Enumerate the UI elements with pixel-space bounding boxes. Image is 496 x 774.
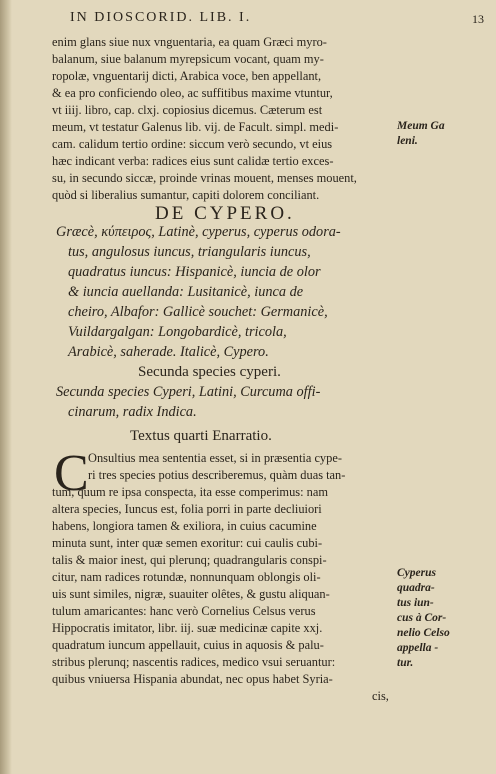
margin-note-line: appella - — [397, 642, 439, 654]
text-line: balanum, siue balanum myrepsicum vocant, quam my- — [52, 52, 324, 66]
text-line: Græcè, κύπειρος, Latinè, cyperus, cyperus odora- — [56, 224, 341, 240]
drop-cap: C — [54, 445, 89, 502]
subsection-title: Secunda species cyperi. — [138, 364, 281, 380]
margin-note-line: Meum Ga — [397, 120, 445, 132]
text-line: uis sunt similes, nigræ, suauiter olêtes, & gustu aliquan- — [52, 587, 330, 601]
page-spine-shadow — [0, 0, 12, 774]
margin-note-line: tur. — [397, 657, 414, 669]
text-line: & iuncia auellanda: Lusitanicè, iunca de — [68, 284, 304, 300]
running-head: IN DIOSCORID. LIB. I. — [70, 10, 252, 25]
margin-note-line: Cyperus — [397, 567, 436, 579]
text-line: & ea pro conficiendo oleo, ac suffitibus maxime vtuntur, — [52, 86, 333, 100]
text-line: quòd si liberalius sumantur, capiti dolorem conciliant. — [52, 188, 320, 202]
text-line: minuta sunt, inter quæ semen exoritur: cui caulis cubi- — [52, 536, 323, 550]
text-line: Secunda species Cyperi, Latini, Curcuma offi- — [56, 384, 321, 400]
text-line: quibus vniuersa Hispania abundat, nec opus habet Syria- — [52, 672, 333, 686]
section-title: DE CYPERO. — [155, 203, 295, 224]
text-line: su, in secundo siccæ, proinde vrinas mouent, menses mouent, — [52, 171, 357, 185]
margin-note-line: nelio Celso — [397, 627, 450, 639]
margin-note-line: leni. — [397, 135, 418, 147]
text-line: Vuildargalgan: Longobardicè, tricola, — [68, 324, 287, 340]
margin-note-line: quadra- — [397, 582, 435, 594]
text-line: quadratum iuncum appellauit, cuius in aquosis & palu- — [52, 638, 324, 652]
text-line: hæc indicant verba: radices eius sunt calidæ tertio exces- — [52, 154, 334, 168]
text-line: enim glans siue nux vnguentaria, ea quam Græci myro- — [52, 35, 327, 49]
margin-note-line: tus iun- — [397, 597, 434, 609]
text-line: vt iiij. libro, cap. clxj. copiosius dicemus. Cæterum est — [52, 103, 323, 117]
text-line: stribus plerunq; nascentis radices, medico vsui seruantur: — [52, 655, 336, 669]
text-line: cis, — [372, 689, 389, 703]
text-line: altera species, Iuncus est, folia porri in parte decliuiori — [52, 502, 322, 516]
text-line: tum, quum re ipsa conspecta, ita esse comperimus: nam — [52, 485, 328, 499]
text-line: cheiro, Albafor: Gallicè souchet: Germanicè, — [68, 304, 328, 320]
text-line: Onsultius mea sententia esset, si in præsentia cype- — [88, 451, 342, 465]
text-line: talis & maior inest, qui plerunq; quadrangularis conspi- — [52, 553, 327, 567]
text-line: ri tres species potius describeremus, quàm duas tan- — [88, 468, 346, 482]
text-line: tus, angulosus iuncus, triangularis iuncus, — [68, 244, 311, 260]
text-line: meum, vt testatur Galenus lib. vij. de Facult. simpl. medi- — [52, 120, 339, 134]
text-line: cinarum, radix Indica. — [68, 404, 197, 420]
text-line: habens, longiora tamen & exiliora, in cuius cacumine — [52, 519, 317, 533]
text-line: ropolæ, vnguentarij dicti, Arabica voce, ben appellant, — [52, 69, 322, 83]
text-line: Arabicè, saherade. Italicè, Cypero. — [68, 344, 269, 360]
text-line: tulum amaricantes: hanc verò Cornelius Celsus verus — [52, 604, 316, 618]
text-line: Hippocratis imitator, libr. iij. suæ medicinæ capite xxj. — [52, 621, 323, 635]
text-line: citur, nam radices rotundæ, nonnunquam oblongis oli- — [52, 570, 321, 584]
text-line: quadratus iuncus: Hispanicè, iuncia de olor — [68, 264, 321, 280]
text-line: cam. calidum tertio ordine: siccum verò secundo, vt eius — [52, 137, 333, 151]
margin-note-line: cus à Cor- — [397, 612, 447, 624]
textus-title: Textus quarti Enarratio. — [130, 428, 272, 444]
page-number: 13 — [472, 12, 484, 26]
